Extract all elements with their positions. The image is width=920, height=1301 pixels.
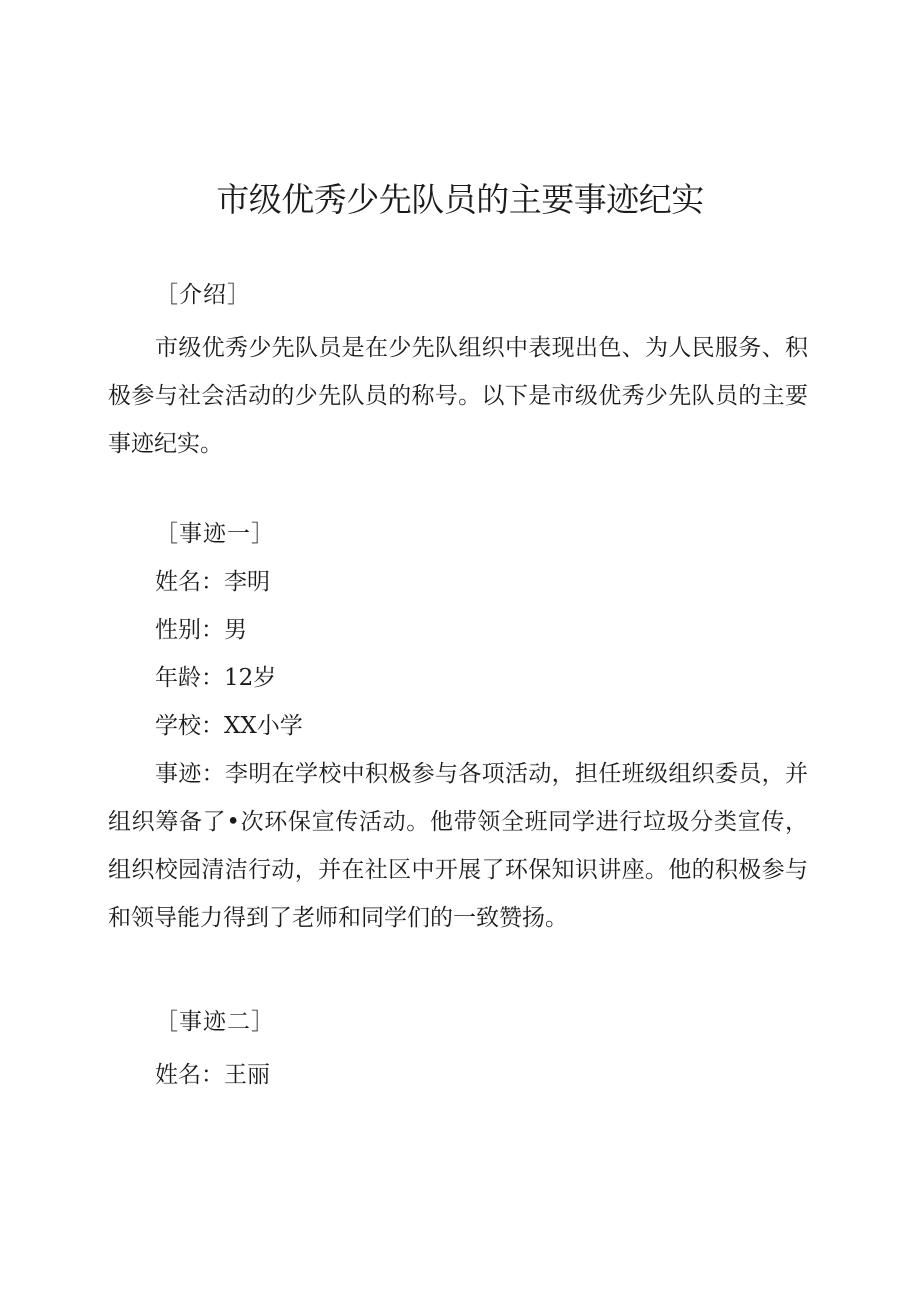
intro-paragraph: 市级优秀少先队员是在少先队组织中表现出色、为人民服务、积极参与社会活动的少先队员的称号。以下是市级优秀少先队员的主要事迹纪实。 <box>108 335 808 457</box>
deed2-heading: ［事迹二］ <box>155 1009 275 1035</box>
deed2-name: 姓名：王丽 <box>155 1062 270 1088</box>
deed1-heading: ［事迹一］ <box>155 521 275 547</box>
deed1-name: 姓名：李明 <box>155 569 270 595</box>
deed1-age: 年龄：12岁 <box>155 665 277 691</box>
page-title: 市级优秀少先队员的主要事迹纪实 <box>216 180 704 219</box>
intro-heading: ［介绍］ <box>155 282 251 308</box>
deed1-school: 学校：XX小学 <box>155 713 303 739</box>
deed1-story: 事迹：李明在学校中积极参与各项活动，担任班级组织委员，并组织筹备了•次环保宣传活动。他带领全班同学进行垃圾分类宣传，组织校园清洁行动，并在社区中开展了环保知识讲座。他的积极参与和领导能力得到了老师和同学们的一致赞扬。 <box>108 761 808 931</box>
deed1-gender: 性别：男 <box>155 617 247 643</box>
